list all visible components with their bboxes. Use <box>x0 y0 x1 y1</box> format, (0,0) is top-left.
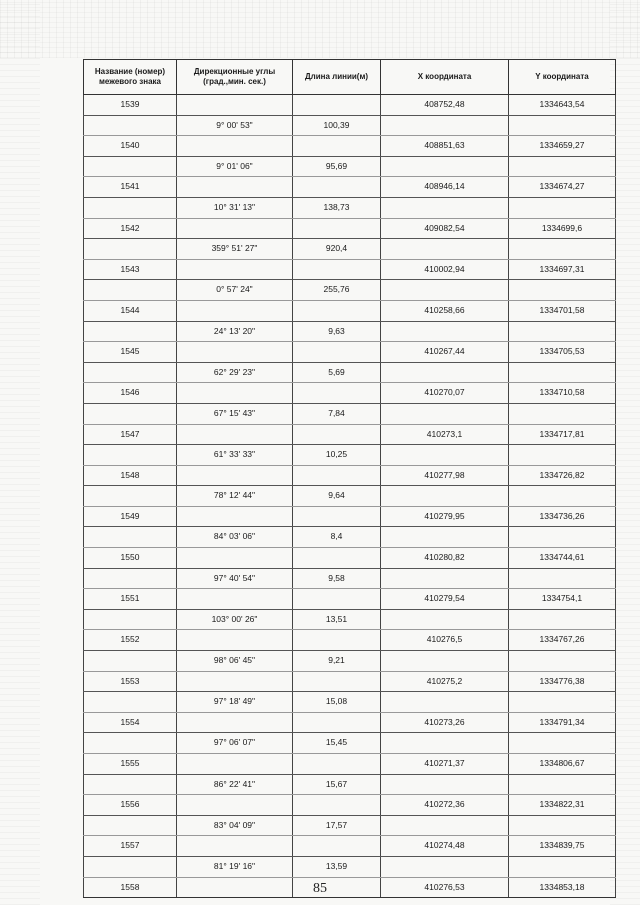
empty-cell <box>84 609 177 630</box>
point-y: 1334744,61 <box>509 548 616 569</box>
empty-cell <box>84 115 177 136</box>
empty-cell <box>177 218 293 239</box>
segment-length: 8,4 <box>293 527 381 548</box>
empty-cell <box>509 527 616 548</box>
point-name: 1555 <box>84 754 177 775</box>
point-x: 410273,1 <box>381 424 509 445</box>
coordinates-table <box>83 59 616 898</box>
scan-noise-top <box>0 0 640 58</box>
empty-cell <box>381 568 509 589</box>
empty-cell <box>177 795 293 816</box>
point-name: 1540 <box>84 136 177 157</box>
empty-cell <box>381 445 509 466</box>
point-y: 1334659,27 <box>509 136 616 157</box>
empty-cell <box>293 630 381 651</box>
empty-cell <box>84 486 177 507</box>
point-y: 1334643,54 <box>509 95 616 116</box>
point-name: 1549 <box>84 506 177 527</box>
point-name: 1544 <box>84 300 177 321</box>
empty-cell <box>381 651 509 672</box>
empty-cell <box>509 197 616 218</box>
point-name: 1543 <box>84 259 177 280</box>
empty-cell <box>177 671 293 692</box>
empty-cell <box>381 115 509 136</box>
segment-row <box>84 815 616 836</box>
empty-cell <box>84 197 177 218</box>
empty-cell <box>293 342 381 363</box>
empty-cell <box>293 754 381 775</box>
empty-cell <box>509 280 616 301</box>
segment-length: 95,69 <box>293 156 381 177</box>
segment-angle: 10° 31' 13" <box>177 197 293 218</box>
segment-row <box>84 609 616 630</box>
empty-cell <box>509 239 616 260</box>
empty-cell <box>509 774 616 795</box>
segment-length: 255,76 <box>293 280 381 301</box>
empty-cell <box>84 856 177 877</box>
segment-row <box>84 403 616 424</box>
empty-cell <box>177 177 293 198</box>
point-y: 1334717,81 <box>509 424 616 445</box>
point-y: 1334697,31 <box>509 259 616 280</box>
empty-cell <box>381 197 509 218</box>
empty-cell <box>177 383 293 404</box>
point-y: 1334699,6 <box>509 218 616 239</box>
empty-cell <box>509 445 616 466</box>
empty-cell <box>381 527 509 548</box>
point-row <box>84 342 616 363</box>
point-name: 1553 <box>84 671 177 692</box>
empty-cell <box>293 795 381 816</box>
segment-row <box>84 445 616 466</box>
point-row <box>84 589 616 610</box>
empty-cell <box>293 465 381 486</box>
empty-cell <box>293 506 381 527</box>
empty-cell <box>509 733 616 754</box>
empty-cell <box>84 527 177 548</box>
segment-angle: 0° 57' 24" <box>177 280 293 301</box>
point-y: 1334701,58 <box>509 300 616 321</box>
empty-cell <box>293 671 381 692</box>
header-angle: Дирекционные углы (град.,мин. сек.) <box>177 60 293 95</box>
empty-cell <box>509 486 616 507</box>
segment-length: 9,21 <box>293 651 381 672</box>
empty-cell <box>177 630 293 651</box>
empty-cell <box>293 136 381 157</box>
point-name: 1539 <box>84 95 177 116</box>
empty-cell <box>177 342 293 363</box>
point-y: 1334839,75 <box>509 836 616 857</box>
empty-cell <box>293 836 381 857</box>
segment-angle: 103° 00' 26" <box>177 609 293 630</box>
empty-cell <box>293 712 381 733</box>
empty-cell <box>381 156 509 177</box>
segment-row <box>84 197 616 218</box>
point-row <box>84 506 616 527</box>
point-name: 1558 <box>84 877 177 898</box>
point-row <box>84 465 616 486</box>
segment-length: 5,69 <box>293 362 381 383</box>
point-row <box>84 259 616 280</box>
segment-row <box>84 568 616 589</box>
empty-cell <box>381 609 509 630</box>
empty-cell <box>293 383 381 404</box>
segment-length: 920,4 <box>293 239 381 260</box>
empty-cell <box>177 465 293 486</box>
point-row <box>84 630 616 651</box>
segment-length: 9,63 <box>293 321 381 342</box>
segment-angle: 61° 33' 33" <box>177 445 293 466</box>
point-name: 1542 <box>84 218 177 239</box>
empty-cell <box>177 506 293 527</box>
segment-angle: 97° 06' 07" <box>177 733 293 754</box>
empty-cell <box>293 259 381 280</box>
point-x: 410273,26 <box>381 712 509 733</box>
segment-length: 15,08 <box>293 692 381 713</box>
empty-cell <box>509 651 616 672</box>
empty-cell <box>509 856 616 877</box>
segment-angle: 67° 15' 43" <box>177 403 293 424</box>
header-x: X координата <box>381 60 509 95</box>
point-name: 1547 <box>84 424 177 445</box>
empty-cell <box>381 280 509 301</box>
point-name: 1546 <box>84 383 177 404</box>
point-name: 1541 <box>84 177 177 198</box>
segment-angle: 97° 40' 54" <box>177 568 293 589</box>
table-header-row <box>84 60 616 95</box>
segment-row <box>84 692 616 713</box>
empty-cell <box>381 774 509 795</box>
segment-row <box>84 856 616 877</box>
point-y: 1334726,82 <box>509 465 616 486</box>
segment-length: 9,58 <box>293 568 381 589</box>
segment-row <box>84 321 616 342</box>
point-row <box>84 424 616 445</box>
segment-row <box>84 527 616 548</box>
segment-angle: 9° 01' 06" <box>177 156 293 177</box>
header-length: Длина линии(м) <box>293 60 381 95</box>
segment-angle: 24° 13' 20" <box>177 321 293 342</box>
point-y: 1334791,34 <box>509 712 616 733</box>
point-x: 410279,54 <box>381 589 509 610</box>
point-name: 1545 <box>84 342 177 363</box>
empty-cell <box>381 733 509 754</box>
segment-row <box>84 115 616 136</box>
point-row <box>84 218 616 239</box>
point-x: 410276,53 <box>381 877 509 898</box>
empty-cell <box>381 403 509 424</box>
point-y: 1334710,58 <box>509 383 616 404</box>
segment-row <box>84 733 616 754</box>
segment-angle: 359° 51' 27" <box>177 239 293 260</box>
point-name: 1554 <box>84 712 177 733</box>
table-body <box>84 95 616 898</box>
empty-cell <box>381 362 509 383</box>
point-x: 408752,48 <box>381 95 509 116</box>
empty-cell <box>509 403 616 424</box>
segment-length: 15,45 <box>293 733 381 754</box>
segment-row <box>84 280 616 301</box>
empty-cell <box>177 259 293 280</box>
empty-cell <box>509 156 616 177</box>
point-row <box>84 548 616 569</box>
point-name: 1556 <box>84 795 177 816</box>
empty-cell <box>509 568 616 589</box>
segment-length: 100,39 <box>293 115 381 136</box>
empty-cell <box>84 692 177 713</box>
point-x: 409082,54 <box>381 218 509 239</box>
empty-cell <box>177 754 293 775</box>
point-x: 410277,98 <box>381 465 509 486</box>
empty-cell <box>84 280 177 301</box>
segment-row <box>84 651 616 672</box>
empty-cell <box>84 445 177 466</box>
point-y: 1334767,26 <box>509 630 616 651</box>
segment-length: 15,67 <box>293 774 381 795</box>
point-y: 1334705,53 <box>509 342 616 363</box>
empty-cell <box>177 712 293 733</box>
empty-cell <box>509 115 616 136</box>
point-name: 1548 <box>84 465 177 486</box>
empty-cell <box>177 548 293 569</box>
empty-cell <box>84 321 177 342</box>
segment-length: 10,25 <box>293 445 381 466</box>
point-x: 410267,44 <box>381 342 509 363</box>
empty-cell <box>177 589 293 610</box>
segment-row <box>84 486 616 507</box>
segment-length: 9,64 <box>293 486 381 507</box>
point-row <box>84 712 616 733</box>
empty-cell <box>381 815 509 836</box>
segment-angle: 97° 18' 49" <box>177 692 293 713</box>
point-y: 1334674,27 <box>509 177 616 198</box>
point-name: 1550 <box>84 548 177 569</box>
empty-cell <box>84 403 177 424</box>
point-row <box>84 754 616 775</box>
point-x: 410002,94 <box>381 259 509 280</box>
empty-cell <box>293 177 381 198</box>
point-x: 410279,95 <box>381 506 509 527</box>
segment-length: 17,57 <box>293 815 381 836</box>
point-name: 1557 <box>84 836 177 857</box>
point-x: 410274,48 <box>381 836 509 857</box>
empty-cell <box>381 321 509 342</box>
empty-cell <box>381 486 509 507</box>
page-number: 85 <box>313 881 327 896</box>
empty-cell <box>84 568 177 589</box>
segment-angle: 81° 19' 16" <box>177 856 293 877</box>
segment-angle: 62° 29' 23" <box>177 362 293 383</box>
point-x: 410270,07 <box>381 383 509 404</box>
segment-angle: 86° 22' 41" <box>177 774 293 795</box>
segment-row <box>84 774 616 795</box>
segment-length: 13,51 <box>293 609 381 630</box>
header-y: Y координата <box>509 60 616 95</box>
scan-noise-left <box>0 0 40 905</box>
segment-angle: 9° 00' 53" <box>177 115 293 136</box>
empty-cell <box>293 95 381 116</box>
empty-cell <box>293 218 381 239</box>
empty-cell <box>177 836 293 857</box>
point-row <box>84 136 616 157</box>
segment-length: 7,84 <box>293 403 381 424</box>
point-name: 1551 <box>84 589 177 610</box>
empty-cell <box>293 300 381 321</box>
empty-cell <box>177 300 293 321</box>
empty-cell <box>293 589 381 610</box>
empty-cell <box>84 239 177 260</box>
empty-cell <box>381 856 509 877</box>
point-row <box>84 177 616 198</box>
segment-length: 13,59 <box>293 856 381 877</box>
point-x: 408851,63 <box>381 136 509 157</box>
empty-cell <box>84 362 177 383</box>
empty-cell <box>509 362 616 383</box>
empty-cell <box>381 239 509 260</box>
point-y: 1334822,31 <box>509 795 616 816</box>
segment-row <box>84 239 616 260</box>
header-name: Название (номер) межевого знака <box>84 60 177 95</box>
point-row <box>84 383 616 404</box>
point-x: 410258,66 <box>381 300 509 321</box>
point-y: 1334806,67 <box>509 754 616 775</box>
empty-cell <box>84 156 177 177</box>
segment-row <box>84 362 616 383</box>
empty-cell <box>84 815 177 836</box>
empty-cell <box>293 424 381 445</box>
point-x: 410272,36 <box>381 795 509 816</box>
empty-cell <box>177 424 293 445</box>
segment-angle: 98° 06' 45" <box>177 651 293 672</box>
empty-cell <box>509 609 616 630</box>
point-x: 408946,14 <box>381 177 509 198</box>
segment-angle: 83° 04' 09" <box>177 815 293 836</box>
point-name: 1552 <box>84 630 177 651</box>
segment-length: 138,73 <box>293 197 381 218</box>
point-x: 410275,2 <box>381 671 509 692</box>
empty-cell <box>84 651 177 672</box>
empty-cell <box>84 733 177 754</box>
empty-cell <box>509 321 616 342</box>
point-x: 410276,5 <box>381 630 509 651</box>
point-row <box>84 795 616 816</box>
empty-cell <box>293 548 381 569</box>
point-row <box>84 671 616 692</box>
segment-angle: 78° 12' 44" <box>177 486 293 507</box>
empty-cell <box>84 774 177 795</box>
point-y: 1334853,18 <box>509 877 616 898</box>
point-y: 1334754,1 <box>509 589 616 610</box>
empty-cell <box>509 692 616 713</box>
empty-cell <box>381 692 509 713</box>
empty-cell <box>509 815 616 836</box>
point-x: 410280,82 <box>381 548 509 569</box>
point-row <box>84 300 616 321</box>
point-row <box>84 836 616 857</box>
point-x: 410271,37 <box>381 754 509 775</box>
empty-cell <box>177 136 293 157</box>
point-y: 1334736,26 <box>509 506 616 527</box>
empty-cell <box>177 95 293 116</box>
point-row <box>84 95 616 116</box>
point-y: 1334776,38 <box>509 671 616 692</box>
segment-row <box>84 156 616 177</box>
segment-angle: 84° 03' 06" <box>177 527 293 548</box>
